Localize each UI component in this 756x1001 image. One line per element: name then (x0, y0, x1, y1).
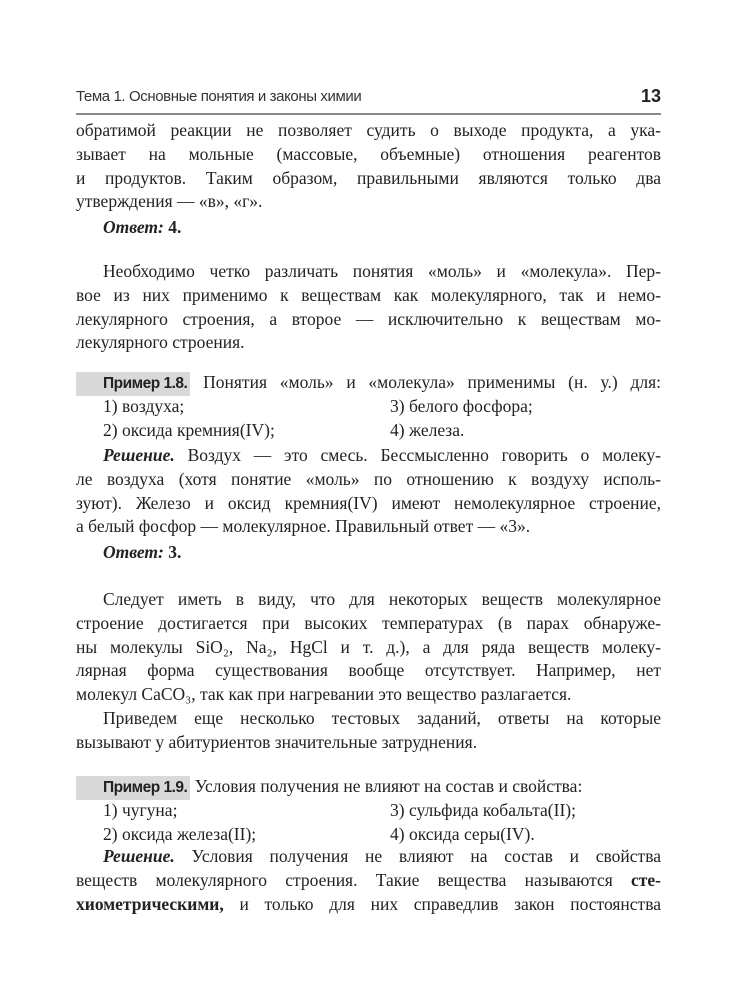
page-number: 13 (640, 86, 661, 106)
example-label: Пример 1.8. (76, 372, 190, 396)
answer-value: 4. (168, 217, 182, 237)
answer-2 (76, 541, 661, 565)
text-line: утверждения — «в», «г». (76, 191, 263, 212)
example-1-9 (76, 775, 661, 846)
option-3: 3) белого фосфора; (390, 395, 533, 416)
bold-term: хиометрическими, (76, 893, 224, 914)
solution-1-9 (76, 845, 661, 916)
option-1: 1) воздуха; (103, 395, 185, 416)
answer-label: Ответ: (103, 542, 164, 562)
example-question: Условия получения не влияют на состав и свойства: (194, 776, 583, 796)
text-line: зуют). Железо и оксид кремния(IV) имеют немолекулярное строение, (76, 492, 661, 513)
option-2: 2) оксида железа(II); (103, 823, 257, 844)
example-question: Понятия «моль» и «молекула» применимы (н. у.) для: (203, 372, 661, 392)
text-line: лекулярного строения. (76, 332, 245, 353)
option-3: 3) сульфида кобальта(II); (390, 799, 576, 820)
text-line: молекул CaCO₃, так как при нагревании это вещество разлагается. (76, 684, 572, 705)
paragraph-1 (76, 119, 661, 214)
text-line: веществ молекулярного строения. Такие вещества называются (76, 869, 613, 890)
text-line: ле воздуха (хотя понятие «моль» по отношению к воздуху исполь- (76, 468, 661, 489)
text-line: строение достигается при высоких температурах (в парах обнаруже- (76, 612, 661, 633)
solution-1-8 (76, 444, 661, 539)
text-line: вое из них применимо к веществам как молекулярного, так и немо- (76, 284, 661, 305)
answer-label: Ответ: (103, 217, 164, 237)
text-line: обратимой реакции не позволяет судить о выходе продукта, а ука- (76, 120, 661, 140)
example-label: Пример 1.9. (76, 776, 190, 800)
running-header (76, 86, 661, 110)
paragraph-3 (76, 588, 661, 707)
option-1: 1) чугуна; (103, 799, 178, 820)
text-line: лекулярного строения, а второе — исключительно к веществам мо- (76, 308, 661, 329)
option-2: 2) оксида кремния(IV); (103, 419, 275, 440)
text-line: Приведем еще несколько тестовых заданий, ответы на которые (103, 708, 661, 728)
example-options (76, 395, 661, 443)
text-line: и продуктов. Таким образом, правильными являются только два (76, 167, 661, 188)
text-line: Следует иметь в виду, что для некоторых веществ молекулярное (103, 589, 661, 609)
example-options (76, 799, 661, 847)
text-line: лярная форма существования вообще отсутствует. Например, нет (76, 660, 661, 681)
text-line: а белый фосфор — молекулярное. Правильный ответ — «3». (76, 516, 531, 537)
text-line: Воздух — это смесь. Бессмысленно говорить о молеку- (187, 445, 661, 465)
header-rule (76, 113, 661, 115)
running-header-title: Тема 1. Основные понятия и законы химии (76, 88, 362, 105)
option-4: 4) оксида серы(IV). (390, 823, 535, 844)
text-line: вызывают у абитуриентов значительные затруднения. (76, 731, 478, 752)
text-line: зывает на мольные (массовые, объемные) отношения реагентов (76, 143, 661, 164)
text-line: Необходимо четко различать понятия «моль» и «молекула». Пер- (103, 261, 661, 281)
bold-term: сте- (631, 869, 661, 890)
text-line: Условия получения не влияют на состав и свойства (191, 846, 662, 866)
answer-value: 3. (168, 542, 182, 562)
text-line: и только для них справедлив закон постоянства (239, 893, 661, 914)
answer-1 (76, 216, 661, 240)
text-line: ны молекулы SiO₂, Na₂, HgCl и т. д.), а для ряда веществ молеку- (76, 636, 661, 657)
option-4: 4) железа. (390, 419, 465, 440)
example-1-8 (76, 371, 661, 442)
paragraph-2 (76, 260, 661, 355)
paragraph-4 (76, 707, 661, 755)
solution-label: Решение. (103, 445, 175, 465)
solution-label: Решение. (103, 846, 175, 866)
